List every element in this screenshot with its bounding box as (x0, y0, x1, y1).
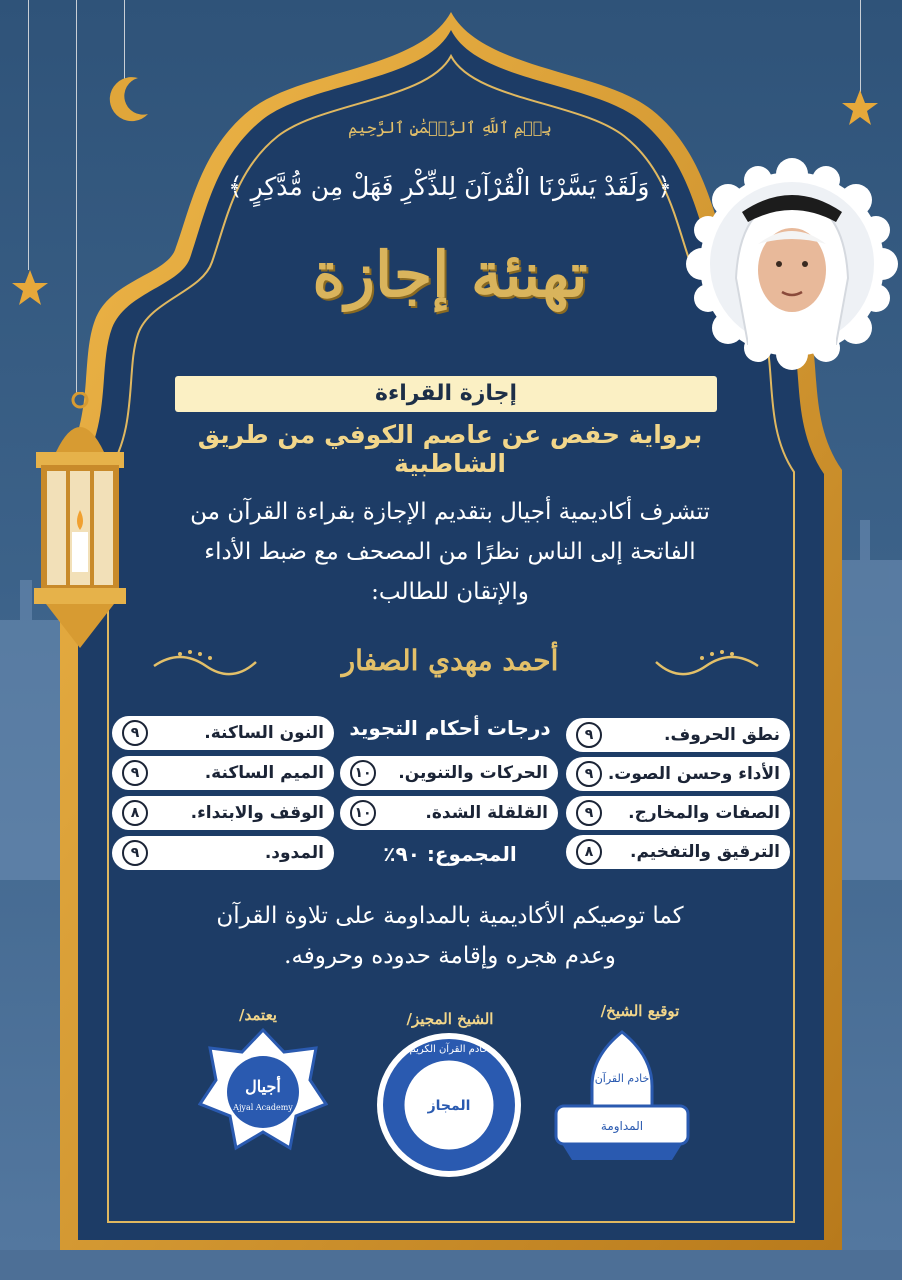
ornament-flourish-icon (150, 644, 260, 680)
grade-value: ٩ (122, 760, 148, 786)
intro-line: والإتقان للطالب: (371, 579, 529, 605)
grade-label: الصفات والمخارج. (628, 803, 780, 823)
grade-label: نطق الحروف. (664, 725, 780, 745)
grade-label: الأداء وحسن الصوت. (607, 764, 780, 784)
grade-item (112, 756, 334, 790)
mujiz-seal-icon (374, 1030, 524, 1180)
grade-value: ٩ (576, 761, 602, 787)
intro-paragraph (150, 492, 750, 612)
star-icon (10, 268, 50, 308)
grade-item (566, 796, 790, 830)
grade-item (112, 716, 334, 750)
closing-paragraph (160, 896, 740, 976)
closing-line: كما توصيكم الأكاديمية بالمداومة على تلاوة القرآن (216, 903, 684, 929)
grade-item (112, 796, 334, 830)
grade-item (112, 836, 334, 870)
grades-total: المجموع: ٩٠٪ (383, 842, 517, 866)
seal-text: خادم القرآن (594, 1072, 650, 1085)
grade-value: ٩ (576, 800, 602, 826)
grade-label: المدود. (264, 843, 324, 863)
seal-text: Ajyal Academy (233, 1103, 293, 1112)
grade-item (566, 718, 790, 752)
grade-item (340, 756, 558, 790)
teacher-signature-label: توقيع الشيخ/ (600, 1002, 680, 1020)
seal-text: خادم القرآن الكريم (409, 1044, 489, 1055)
seal-text: المجاز (427, 1098, 471, 1114)
page-title: تهنئة إجازة (312, 238, 588, 311)
grade-item (566, 835, 790, 869)
grades-title: درجات أحكام التجويد (349, 716, 551, 740)
grade-label: الوقف والابتداء. (190, 803, 324, 823)
intro-line: الفاتحة إلى الناس نظرًا من المصحف مع ضبط الأداء (204, 539, 696, 565)
teacher-seal-icon (552, 1026, 692, 1166)
crescent-moon-icon (104, 74, 152, 126)
grade-label: الترقيق والتفخيم. (630, 842, 780, 862)
seal-text: أجيال (245, 1077, 281, 1096)
grade-value: ٨ (122, 800, 148, 826)
grade-label: القلقلة الشدة. (425, 803, 548, 823)
intro-line: تتشرف أكاديمية أجيال بتقديم الإجازة بقراءة القرآن من (190, 499, 710, 525)
star-icon (840, 88, 880, 128)
grade-value: ٩ (122, 720, 148, 746)
avatar (686, 158, 898, 370)
approved-signature-label: يعتمد/ (239, 1006, 277, 1024)
quran-verse: ﴿ وَلَقَدْ يَسَّرْنَا الْقُرْآنَ لِلذِّكْرِ فَهَلْ مِن مُّدَّكِرٍ ﴾ (227, 172, 673, 201)
grade-label: الحركات والتنوين. (398, 763, 548, 783)
ornament-flourish-icon (652, 644, 762, 680)
lantern-icon (26, 392, 134, 652)
grade-label: النون الساكنة. (204, 723, 324, 743)
ijazah-narration: برواية حفص عن عاصم الكوفي من طريق الشاطبية (197, 420, 703, 478)
grade-value: ٩ (576, 722, 602, 748)
closing-line: وعدم هجره وإقامة حدوده وحروفه. (284, 943, 616, 969)
student-name: أحمد مهدي الصفار (341, 644, 559, 677)
ijazah-type: إجازة القراءة (374, 381, 518, 406)
ajyal-academy-seal-icon (198, 1026, 328, 1156)
grade-label: الميم الساكنة. (204, 763, 324, 783)
seal-text: المداومة (600, 1119, 644, 1133)
basmala: بِسۡمِ ٱللَّهِ ٱلرَّحۡمَٰنِ ٱلرَّحِيمِ (348, 118, 552, 137)
grade-item (340, 796, 558, 830)
grade-value: ٨ (576, 839, 602, 865)
grade-value: ١٠ (350, 800, 376, 826)
grade-value: ١٠ (350, 760, 376, 786)
grade-item (566, 757, 790, 791)
grade-value: ٩ (122, 840, 148, 866)
mujiz-signature-label: الشيخ المجيز/ (406, 1010, 494, 1028)
